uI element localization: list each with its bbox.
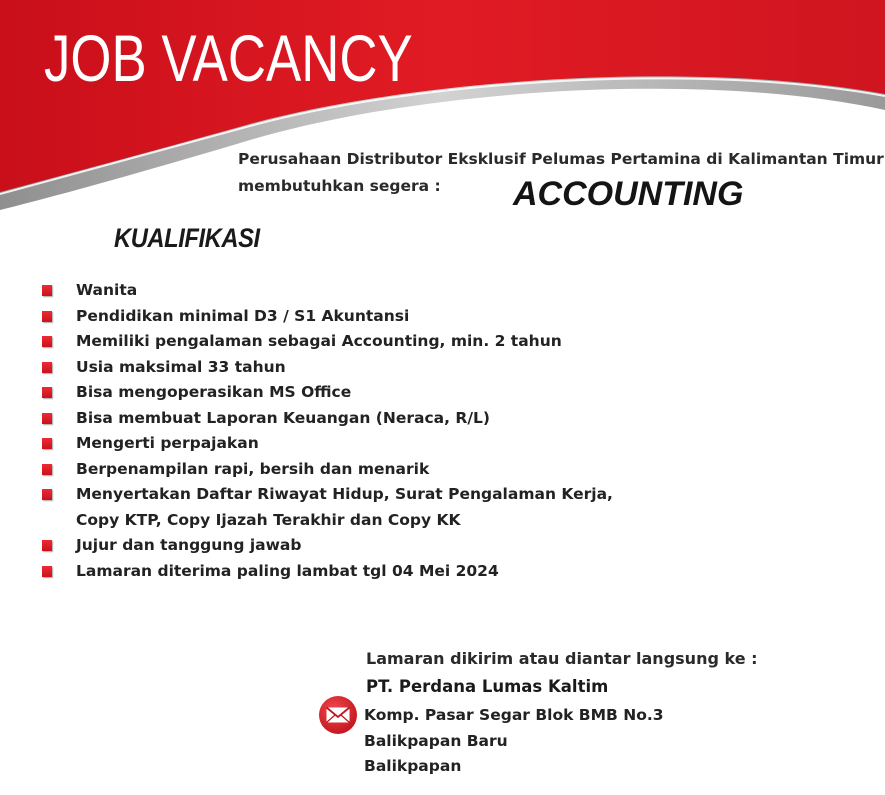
qualifications-list xyxy=(40,278,613,584)
list-item: Menyertakan Daftar Riwayat Hidup, Surat Pengalaman Kerja, Copy KTP, Copy Ijazah Terakhir dan Copy KK xyxy=(40,482,613,533)
list-item: Bisa membuat Laporan Keuangan (Neraca, R/L) xyxy=(40,406,613,432)
bullet-square-icon xyxy=(42,311,52,322)
list-item: Memiliki pengalaman sebagai Accounting, min. 2 tahun xyxy=(40,329,613,355)
list-item-continuation: Copy KTP, Copy Ijazah Terakhir dan Copy KK xyxy=(76,510,461,529)
list-item: Pendidikan minimal D3 / S1 Akuntansi xyxy=(40,304,613,330)
list-item: Lamaran diterima paling lambat tgl 04 Mei 2024 xyxy=(40,559,613,585)
list-item: Usia maksimal 33 tahun xyxy=(40,355,613,381)
contact-block xyxy=(366,646,758,702)
bullet-square-icon xyxy=(42,540,52,551)
bullet-square-icon xyxy=(42,285,52,296)
qualifications-heading: KUALIFIKASI xyxy=(114,223,260,253)
intro-line-1: Perusahaan Distributor Eksklusif Pelumas Pertamina di Kalimantan Timur xyxy=(238,150,884,168)
mail-icon xyxy=(318,695,358,735)
bullet-square-icon xyxy=(42,489,52,500)
bullet-square-icon xyxy=(42,464,52,475)
bullet-square-icon xyxy=(42,362,52,373)
intro-line-2: membutuhkan segera : xyxy=(238,177,441,195)
contact-lead: Lamaran dikirim atau diantar langsung ke : xyxy=(366,649,758,668)
address-line: Balikpapan xyxy=(364,757,462,775)
address-line: Komp. Pasar Segar Blok BMB No.3 xyxy=(364,706,664,724)
bullet-square-icon xyxy=(42,438,52,449)
bullet-square-icon xyxy=(42,387,52,398)
company-name: PT. Perdana Lumas Kaltim xyxy=(366,677,609,696)
bullet-square-icon xyxy=(42,566,52,577)
bullet-square-icon xyxy=(42,336,52,347)
list-item: Mengerti perpajakan xyxy=(40,431,613,457)
list-item: Bisa mengoperasikan MS Office xyxy=(40,380,613,406)
address-block xyxy=(364,703,664,780)
page-title: JOB VACANCY xyxy=(44,21,413,95)
list-item: Wanita xyxy=(40,278,613,304)
position-title: ACCOUNTING xyxy=(513,175,744,213)
list-item: Jujur dan tanggung jawab xyxy=(40,533,613,559)
address-line: Balikpapan Baru xyxy=(364,731,508,750)
bullet-square-icon xyxy=(42,413,52,424)
list-item: Berpenampilan rapi, bersih dan menarik xyxy=(40,457,613,483)
